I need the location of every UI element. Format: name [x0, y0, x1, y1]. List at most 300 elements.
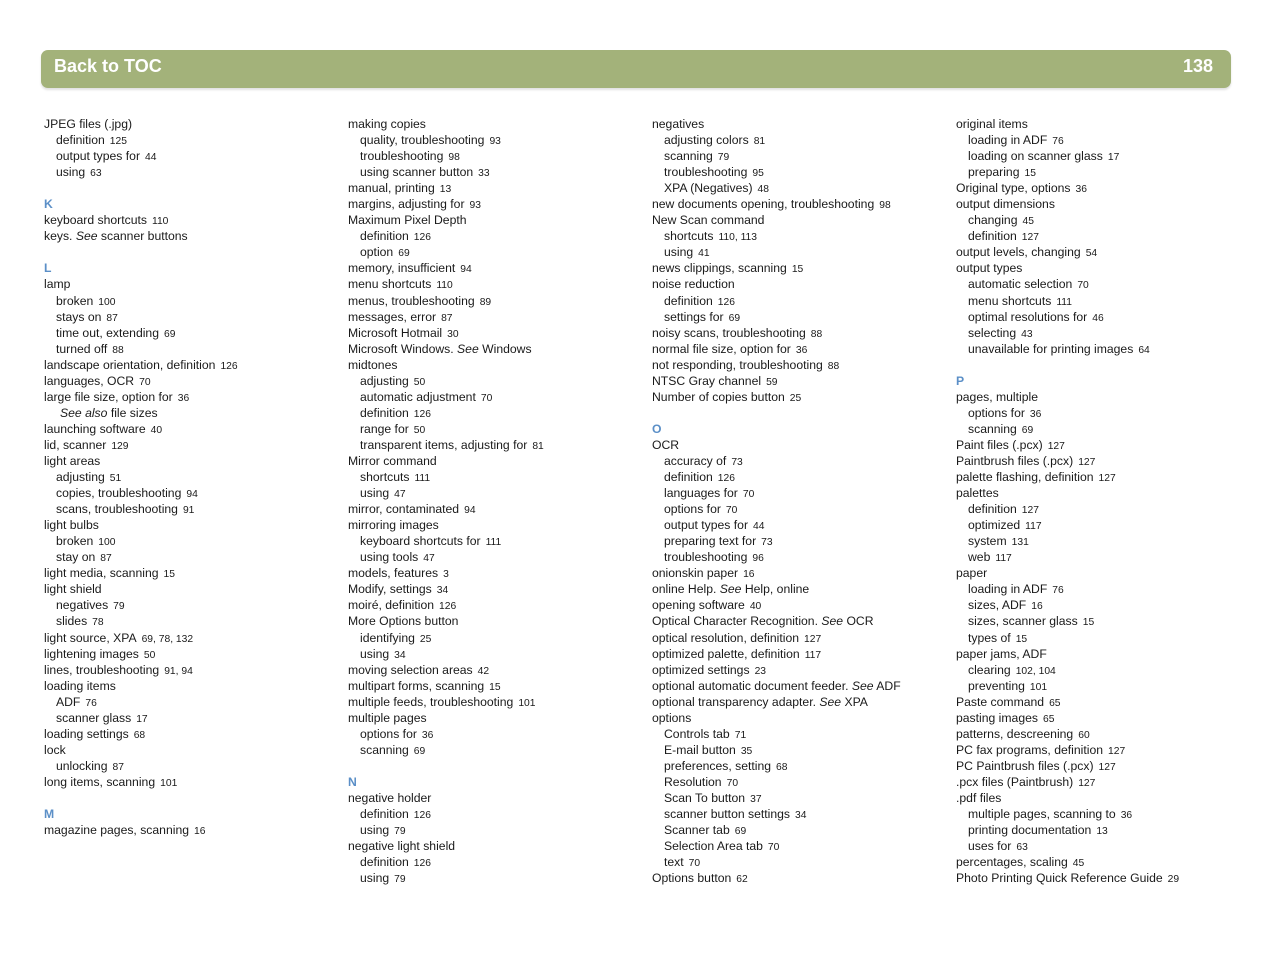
- page-reference[interactable]: 126: [717, 473, 735, 485]
- entry-term: New Scan command: [652, 213, 765, 228]
- spacer: [44, 790, 344, 806]
- index-subentry: [652, 758, 952, 774]
- see-reference: See also: [60, 405, 108, 420]
- entry-term: accuracy of: [664, 453, 727, 468]
- entry-term: using: [360, 646, 390, 661]
- page-reference[interactable]: 59: [766, 376, 778, 388]
- entry-term: NTSC Gray channel: [652, 373, 762, 388]
- page-reference[interactable]: 73: [731, 456, 743, 468]
- entry-term: onionskin paper: [652, 566, 739, 581]
- index-entry: [348, 710, 648, 726]
- index-entry: [956, 244, 1256, 260]
- page-reference[interactable]: 117: [804, 649, 822, 661]
- index-subentry: [348, 228, 648, 244]
- entry-term: palette flashing, definition: [956, 470, 1094, 485]
- page-reference[interactable]: 45: [1022, 216, 1034, 228]
- index-entry: [348, 357, 648, 373]
- index-entry: [652, 437, 952, 453]
- page-reference[interactable]: 29: [1167, 874, 1180, 886]
- index-subentry: [652, 838, 952, 854]
- entry-term: options: [652, 710, 692, 725]
- page-reference[interactable]: 111: [414, 473, 431, 485]
- page-reference[interactable]: 16: [194, 826, 206, 838]
- index-entry: [44, 276, 344, 292]
- page-reference[interactable]: 40: [749, 601, 762, 613]
- entry-term: using: [360, 871, 390, 886]
- page-reference[interactable]: 46: [1092, 312, 1104, 324]
- page-reference[interactable]: 70: [725, 505, 738, 517]
- page-reference[interactable]: 37: [750, 793, 762, 805]
- page-reference[interactable]: 70: [688, 858, 701, 870]
- entry-term: Microsoft Windows.: [348, 341, 454, 356]
- page-reference[interactable]: 48: [757, 184, 769, 196]
- entry-term: multiple feeds, troubleshooting: [348, 694, 514, 709]
- index-entry: [652, 276, 952, 292]
- index-subentry: [44, 293, 344, 309]
- entry-term: models, features: [348, 566, 439, 581]
- page-reference[interactable]: 64: [1138, 344, 1150, 356]
- page-reference[interactable]: 91: [182, 505, 195, 517]
- page-reference[interactable]: 30: [447, 328, 459, 340]
- page-reference[interactable]: 111: [1056, 296, 1072, 308]
- page-reference[interactable]: 126: [439, 601, 457, 613]
- page-reference[interactable]: 76: [1052, 136, 1064, 148]
- entry-term: E-mail button: [664, 742, 736, 757]
- index-entry: [348, 678, 648, 694]
- page-reference[interactable]: 127: [1098, 473, 1116, 485]
- index-entry: [348, 196, 648, 212]
- see-target[interactable]: Help, online: [744, 582, 810, 597]
- page-reference[interactable]: 70: [139, 376, 151, 388]
- index-subentry: [652, 533, 952, 549]
- entry-term: time out, extending: [56, 325, 159, 340]
- entry-term: copies, troubleshooting: [56, 486, 182, 501]
- page-reference[interactable]: 88: [112, 344, 124, 356]
- page-reference[interactable]: 70: [480, 392, 493, 404]
- page-reference[interactable]: 96: [752, 553, 764, 565]
- page-reference[interactable]: 98: [879, 200, 891, 212]
- entry-term: midtones: [348, 357, 398, 372]
- index-entry: [348, 180, 648, 196]
- page-reference[interactable]: 127: [1021, 232, 1039, 244]
- entry-term: loading in ADF: [968, 133, 1048, 148]
- index-entry: [348, 453, 648, 469]
- entry-term: PC Paintbrush files (.pcx): [956, 758, 1094, 773]
- section-letter: P: [956, 373, 965, 388]
- entry-term: selecting: [968, 325, 1017, 340]
- page-reference[interactable]: 43: [1021, 328, 1033, 340]
- index-entry: [652, 678, 952, 694]
- page-reference[interactable]: 78: [92, 617, 104, 629]
- entry-term: moving selection areas: [348, 662, 473, 677]
- index-subentry: [956, 549, 1256, 565]
- page-reference[interactable]: 87: [106, 312, 118, 324]
- page-reference[interactable]: 127: [1078, 456, 1096, 468]
- page-reference[interactable]: 76: [85, 697, 97, 709]
- page-reference[interactable]: 17: [136, 713, 148, 725]
- entry-term: types of: [968, 630, 1011, 645]
- page-reference[interactable]: 126: [413, 858, 431, 870]
- index-subentry: [44, 148, 344, 164]
- entry-term: broken: [56, 293, 94, 308]
- index-subentry: [44, 469, 344, 485]
- page-reference[interactable]: 69: [1021, 424, 1034, 436]
- index-cross-reference: [44, 405, 344, 421]
- entry-term: using: [664, 245, 694, 260]
- page-reference[interactable]: 127: [1098, 761, 1116, 773]
- entry-term: loading in ADF: [968, 582, 1048, 597]
- entry-term: JPEG files (.jpg): [44, 117, 133, 131]
- page-reference[interactable]: 40: [150, 424, 163, 436]
- page-reference[interactable]: 15: [1082, 617, 1095, 629]
- index-subentry: [956, 212, 1256, 228]
- page-reference[interactable]: 101: [518, 697, 536, 709]
- page-reference[interactable]: 50: [413, 424, 426, 436]
- page-reference[interactable]: 111: [485, 537, 502, 549]
- entry-term: Original type, options: [956, 181, 1071, 196]
- page-reference[interactable]: 127: [1078, 777, 1096, 789]
- page-reference[interactable]: 126: [220, 360, 238, 372]
- index-entry: [44, 581, 344, 597]
- index-subentry: [956, 341, 1256, 357]
- page-reference[interactable]: 16: [1031, 601, 1043, 613]
- page-reference[interactable]: 93: [489, 136, 501, 148]
- page-reference[interactable]: 13: [439, 184, 452, 196]
- entry-term: Controls tab: [664, 726, 730, 741]
- index-subentry: [652, 148, 952, 164]
- index-subentry: [44, 549, 344, 565]
- index-column-4: [956, 116, 1256, 886]
- index-subentry: [348, 485, 648, 501]
- index-entry: [652, 597, 952, 613]
- entry-term: range for: [360, 421, 409, 436]
- see-target[interactable]: Windows: [482, 341, 532, 356]
- page-reference[interactable]: 62: [736, 874, 748, 886]
- entry-term: unavailable for printing images: [968, 341, 1134, 356]
- entry-term: PC fax programs, definition: [956, 742, 1103, 757]
- page-reference[interactable]: 110, 113: [718, 232, 758, 244]
- page-reference[interactable]: 88: [810, 328, 823, 340]
- page-reference[interactable]: 79: [394, 874, 406, 886]
- entry-term: adjusting: [56, 470, 105, 485]
- index-entry: [956, 565, 1256, 581]
- page-reference[interactable]: 88: [827, 360, 840, 372]
- page-reference[interactable]: 34: [394, 649, 406, 661]
- index-entry: [652, 694, 952, 710]
- page-reference[interactable]: 50: [413, 376, 426, 388]
- page-reference[interactable]: 81: [753, 136, 766, 148]
- page-reference[interactable]: 36: [795, 344, 808, 356]
- page-reference[interactable]: 110: [151, 216, 169, 228]
- index-entry: [956, 437, 1256, 453]
- index-entry: [44, 630, 344, 646]
- page-reference[interactable]: 98: [448, 152, 460, 164]
- page-reference[interactable]: 44: [753, 521, 765, 533]
- index-subentry: [956, 581, 1256, 597]
- entry-term: stay on: [56, 550, 96, 565]
- entry-term: optimal resolutions for: [968, 309, 1088, 324]
- entry-term: light shield: [44, 582, 102, 597]
- page-reference[interactable]: 35: [740, 745, 753, 757]
- entry-term: negatives: [652, 117, 705, 131]
- index-subentry: [652, 469, 952, 485]
- page-reference[interactable]: 42: [477, 665, 490, 677]
- page-reference[interactable]: 100: [98, 537, 116, 549]
- index-entry: [652, 662, 952, 678]
- entry-term: multiple pages, scanning to: [968, 807, 1116, 822]
- back-to-toc-link[interactable]: Back to TOC: [54, 56, 162, 76]
- page-reference[interactable]: 117: [995, 553, 1012, 565]
- page-reference[interactable]: 34: [795, 810, 807, 822]
- page-reference[interactable]: 79: [717, 152, 730, 164]
- page-reference[interactable]: 36: [421, 729, 434, 741]
- page-reference[interactable]: 87: [100, 553, 112, 565]
- index-subentry: [652, 774, 952, 790]
- entry-term: pasting images: [956, 710, 1038, 725]
- see-target[interactable]: XPA: [844, 694, 868, 709]
- page-reference[interactable]: 94: [460, 264, 472, 276]
- entry-term: online Help.: [652, 582, 717, 597]
- index-entry: [44, 373, 344, 389]
- page-reference[interactable]: 101: [1029, 681, 1048, 693]
- page-reference[interactable]: 73: [761, 537, 773, 549]
- page-reference[interactable]: 47: [394, 489, 406, 501]
- page-reference[interactable]: 68: [776, 761, 788, 773]
- page-reference[interactable]: 69: [413, 745, 426, 757]
- page-reference[interactable]: 89: [479, 296, 492, 308]
- page-reference[interactable]: 41: [698, 248, 710, 260]
- page-reference[interactable]: 126: [413, 810, 431, 822]
- entry-term: Modify, settings: [348, 582, 432, 597]
- page-reference[interactable]: 127: [804, 633, 822, 645]
- page-reference[interactable]: 131: [1011, 537, 1029, 549]
- page-reference[interactable]: 127: [1021, 505, 1039, 517]
- page-reference[interactable]: 65: [1049, 697, 1061, 709]
- section-letter: M: [44, 807, 55, 822]
- index-subentry: [956, 517, 1256, 533]
- entry-term: using tools: [360, 550, 419, 565]
- index-entry: [652, 646, 952, 662]
- entry-term: clearing: [968, 662, 1011, 677]
- page-reference[interactable]: 69: [728, 312, 741, 324]
- index-column-2: [348, 116, 648, 886]
- index-entry: [956, 854, 1256, 870]
- section-letter: L: [44, 261, 52, 276]
- entry-term: troubleshooting: [664, 550, 748, 565]
- page-reference[interactable]: 25: [789, 392, 802, 404]
- entry-term: printing documentation: [968, 823, 1092, 838]
- entry-term: light media, scanning: [44, 566, 159, 581]
- page-reference[interactable]: 15: [791, 264, 804, 276]
- index-entry: [348, 565, 648, 581]
- index-subentry: [348, 244, 648, 260]
- page-reference[interactable]: 94: [186, 489, 198, 501]
- page-reference[interactable]: 69: [734, 826, 747, 838]
- page-reference[interactable]: 129: [111, 440, 129, 452]
- page-reference[interactable]: 45: [1072, 858, 1085, 870]
- page-reference[interactable]: 36: [1120, 810, 1133, 822]
- index-subentry: [956, 533, 1256, 549]
- see-target[interactable]: scanner buttons: [100, 229, 188, 244]
- index-subentry: [652, 854, 952, 870]
- index-entry: [348, 116, 648, 132]
- entry-term: keyboard shortcuts: [44, 213, 147, 228]
- page-reference[interactable]: 15: [1024, 168, 1036, 180]
- page-reference[interactable]: 102, 104: [1015, 665, 1056, 677]
- entry-term: identifying: [360, 630, 415, 645]
- see-target[interactable]: OCR: [846, 614, 874, 629]
- index-entry: [44, 774, 344, 790]
- page-reference[interactable]: 15: [489, 681, 501, 693]
- page-reference[interactable]: 91, 94: [164, 665, 193, 677]
- entry-term: optimized: [968, 518, 1021, 533]
- page-reference[interactable]: 33: [478, 168, 490, 180]
- page-reference[interactable]: 36: [1029, 408, 1042, 420]
- page-reference[interactable]: 63: [90, 168, 102, 180]
- page-reference[interactable]: 69: [398, 248, 410, 260]
- page-reference[interactable]: 69, 78, 132: [141, 633, 194, 645]
- page-reference[interactable]: 44: [145, 152, 157, 164]
- index-subentry: [44, 710, 344, 726]
- page-reference[interactable]: 95: [752, 168, 764, 180]
- index-entry: [348, 613, 648, 629]
- entry-term: loading on scanner glass: [968, 149, 1103, 164]
- page-reference[interactable]: 15: [163, 569, 175, 581]
- index-subentry: [348, 469, 648, 485]
- index-subentry: [44, 164, 344, 180]
- page-reference[interactable]: 68: [133, 729, 146, 741]
- page-reference[interactable]: 36: [177, 392, 190, 404]
- page-reference[interactable]: 70: [742, 489, 755, 501]
- see-target[interactable]: file sizes: [110, 405, 158, 420]
- index-subentry: [956, 678, 1256, 694]
- see-reference: See: [75, 229, 98, 244]
- entry-term: large file size, option for: [44, 389, 173, 404]
- page-reference[interactable]: 126: [413, 232, 431, 244]
- page-reference[interactable]: 23: [754, 665, 767, 677]
- index-entry: [652, 116, 952, 132]
- page-reference[interactable]: 51: [109, 473, 122, 485]
- page-reference[interactable]: 15: [1015, 633, 1028, 645]
- page-reference[interactable]: 117: [1025, 521, 1042, 533]
- page-reference[interactable]: 87: [112, 761, 124, 773]
- entry-term: OCR: [652, 437, 680, 452]
- index-entry: [348, 309, 648, 325]
- entry-term: sizes, scanner glass: [968, 614, 1078, 629]
- page-reference[interactable]: 79: [394, 826, 406, 838]
- entry-term: lightening images: [44, 646, 139, 661]
- page-reference[interactable]: 125: [109, 136, 127, 148]
- page-reference[interactable]: 13: [1096, 826, 1108, 838]
- entry-term: .pcx files (Paintbrush): [956, 774, 1074, 789]
- page-reference[interactable]: 63: [1016, 842, 1028, 854]
- index-entry: [348, 341, 648, 357]
- page-reference[interactable]: 100: [98, 296, 116, 308]
- index-subentry: [348, 822, 648, 838]
- page-reference[interactable]: 25: [419, 633, 432, 645]
- index-subentry: [348, 806, 648, 822]
- page-reference[interactable]: 110: [436, 280, 453, 292]
- index-entry: [652, 630, 952, 646]
- index-entry: [348, 838, 648, 854]
- page-reference[interactable]: 3: [443, 569, 449, 581]
- page-reference[interactable]: 81: [532, 440, 544, 452]
- page-reference[interactable]: 70: [767, 842, 780, 854]
- page-reference[interactable]: 87: [441, 312, 453, 324]
- entry-term: new documents opening, troubleshooting: [652, 197, 875, 212]
- page-reference[interactable]: 17: [1107, 152, 1120, 164]
- entry-term: launching software: [44, 421, 146, 436]
- index-entry: [956, 646, 1256, 662]
- entry-term: landscape orientation, definition: [44, 357, 216, 372]
- entry-term: More Options button: [348, 614, 459, 629]
- page-reference[interactable]: 65: [1042, 713, 1055, 725]
- entry-term: negative holder: [348, 790, 432, 805]
- page-number: 138: [1182, 56, 1213, 76]
- page-reference[interactable]: 127: [1108, 745, 1126, 757]
- entry-term: mirror, contaminated: [348, 502, 460, 517]
- page-reference[interactable]: 126: [413, 408, 431, 420]
- index-entry: [652, 710, 952, 726]
- index-entry: [652, 613, 952, 629]
- page-reference[interactable]: 70: [726, 777, 739, 789]
- index-entry: [652, 389, 952, 405]
- page-reference[interactable]: 71: [734, 729, 747, 741]
- entry-term: adjusting colors: [664, 133, 749, 148]
- page-reference[interactable]: 34: [436, 585, 449, 597]
- page-reference[interactable]: 94: [464, 505, 476, 517]
- see-target[interactable]: ADF: [876, 678, 901, 693]
- page-reference[interactable]: 127: [1047, 440, 1065, 452]
- page-reference[interactable]: 60: [1078, 729, 1090, 741]
- page-reference[interactable]: 16: [743, 569, 755, 581]
- entry-term: mirroring images: [348, 518, 439, 533]
- index-subentry: [348, 132, 648, 148]
- index-entry: [348, 517, 648, 533]
- index-subentry: [348, 389, 648, 405]
- see-reference: See: [457, 341, 479, 356]
- index-subentry: [44, 533, 344, 549]
- page-reference[interactable]: 69: [163, 328, 176, 340]
- index-subentry: [652, 822, 952, 838]
- index-entry: [956, 196, 1256, 212]
- entry-term: negatives: [56, 598, 109, 613]
- page-reference[interactable]: 54: [1085, 248, 1098, 260]
- entry-term: lid, scanner: [44, 437, 107, 452]
- entry-term: transparent items, adjusting for: [360, 437, 528, 452]
- page-reference[interactable]: 76: [1052, 585, 1064, 597]
- page-reference[interactable]: 47: [423, 553, 435, 565]
- index-subentry: [348, 726, 648, 742]
- entry-term: broken: [56, 534, 94, 549]
- page-reference[interactable]: 101: [160, 777, 178, 789]
- entry-term: making copies: [348, 117, 426, 131]
- entry-term: output dimensions: [956, 197, 1055, 212]
- page-reference[interactable]: 50: [143, 649, 156, 661]
- page-reference[interactable]: 70: [1077, 280, 1089, 292]
- page-reference[interactable]: 126: [717, 296, 735, 308]
- page-reference[interactable]: 93: [469, 200, 481, 212]
- entry-term: preparing text for: [664, 534, 757, 549]
- index-subentry: [652, 726, 952, 742]
- index-entry: [348, 293, 648, 309]
- page-reference[interactable]: 36: [1075, 184, 1087, 196]
- index-subentry: [652, 453, 952, 469]
- page-reference[interactable]: 79: [113, 601, 125, 613]
- index-subentry: [44, 694, 344, 710]
- entry-term: shortcuts: [664, 229, 714, 244]
- entry-term: Resolution: [664, 774, 722, 789]
